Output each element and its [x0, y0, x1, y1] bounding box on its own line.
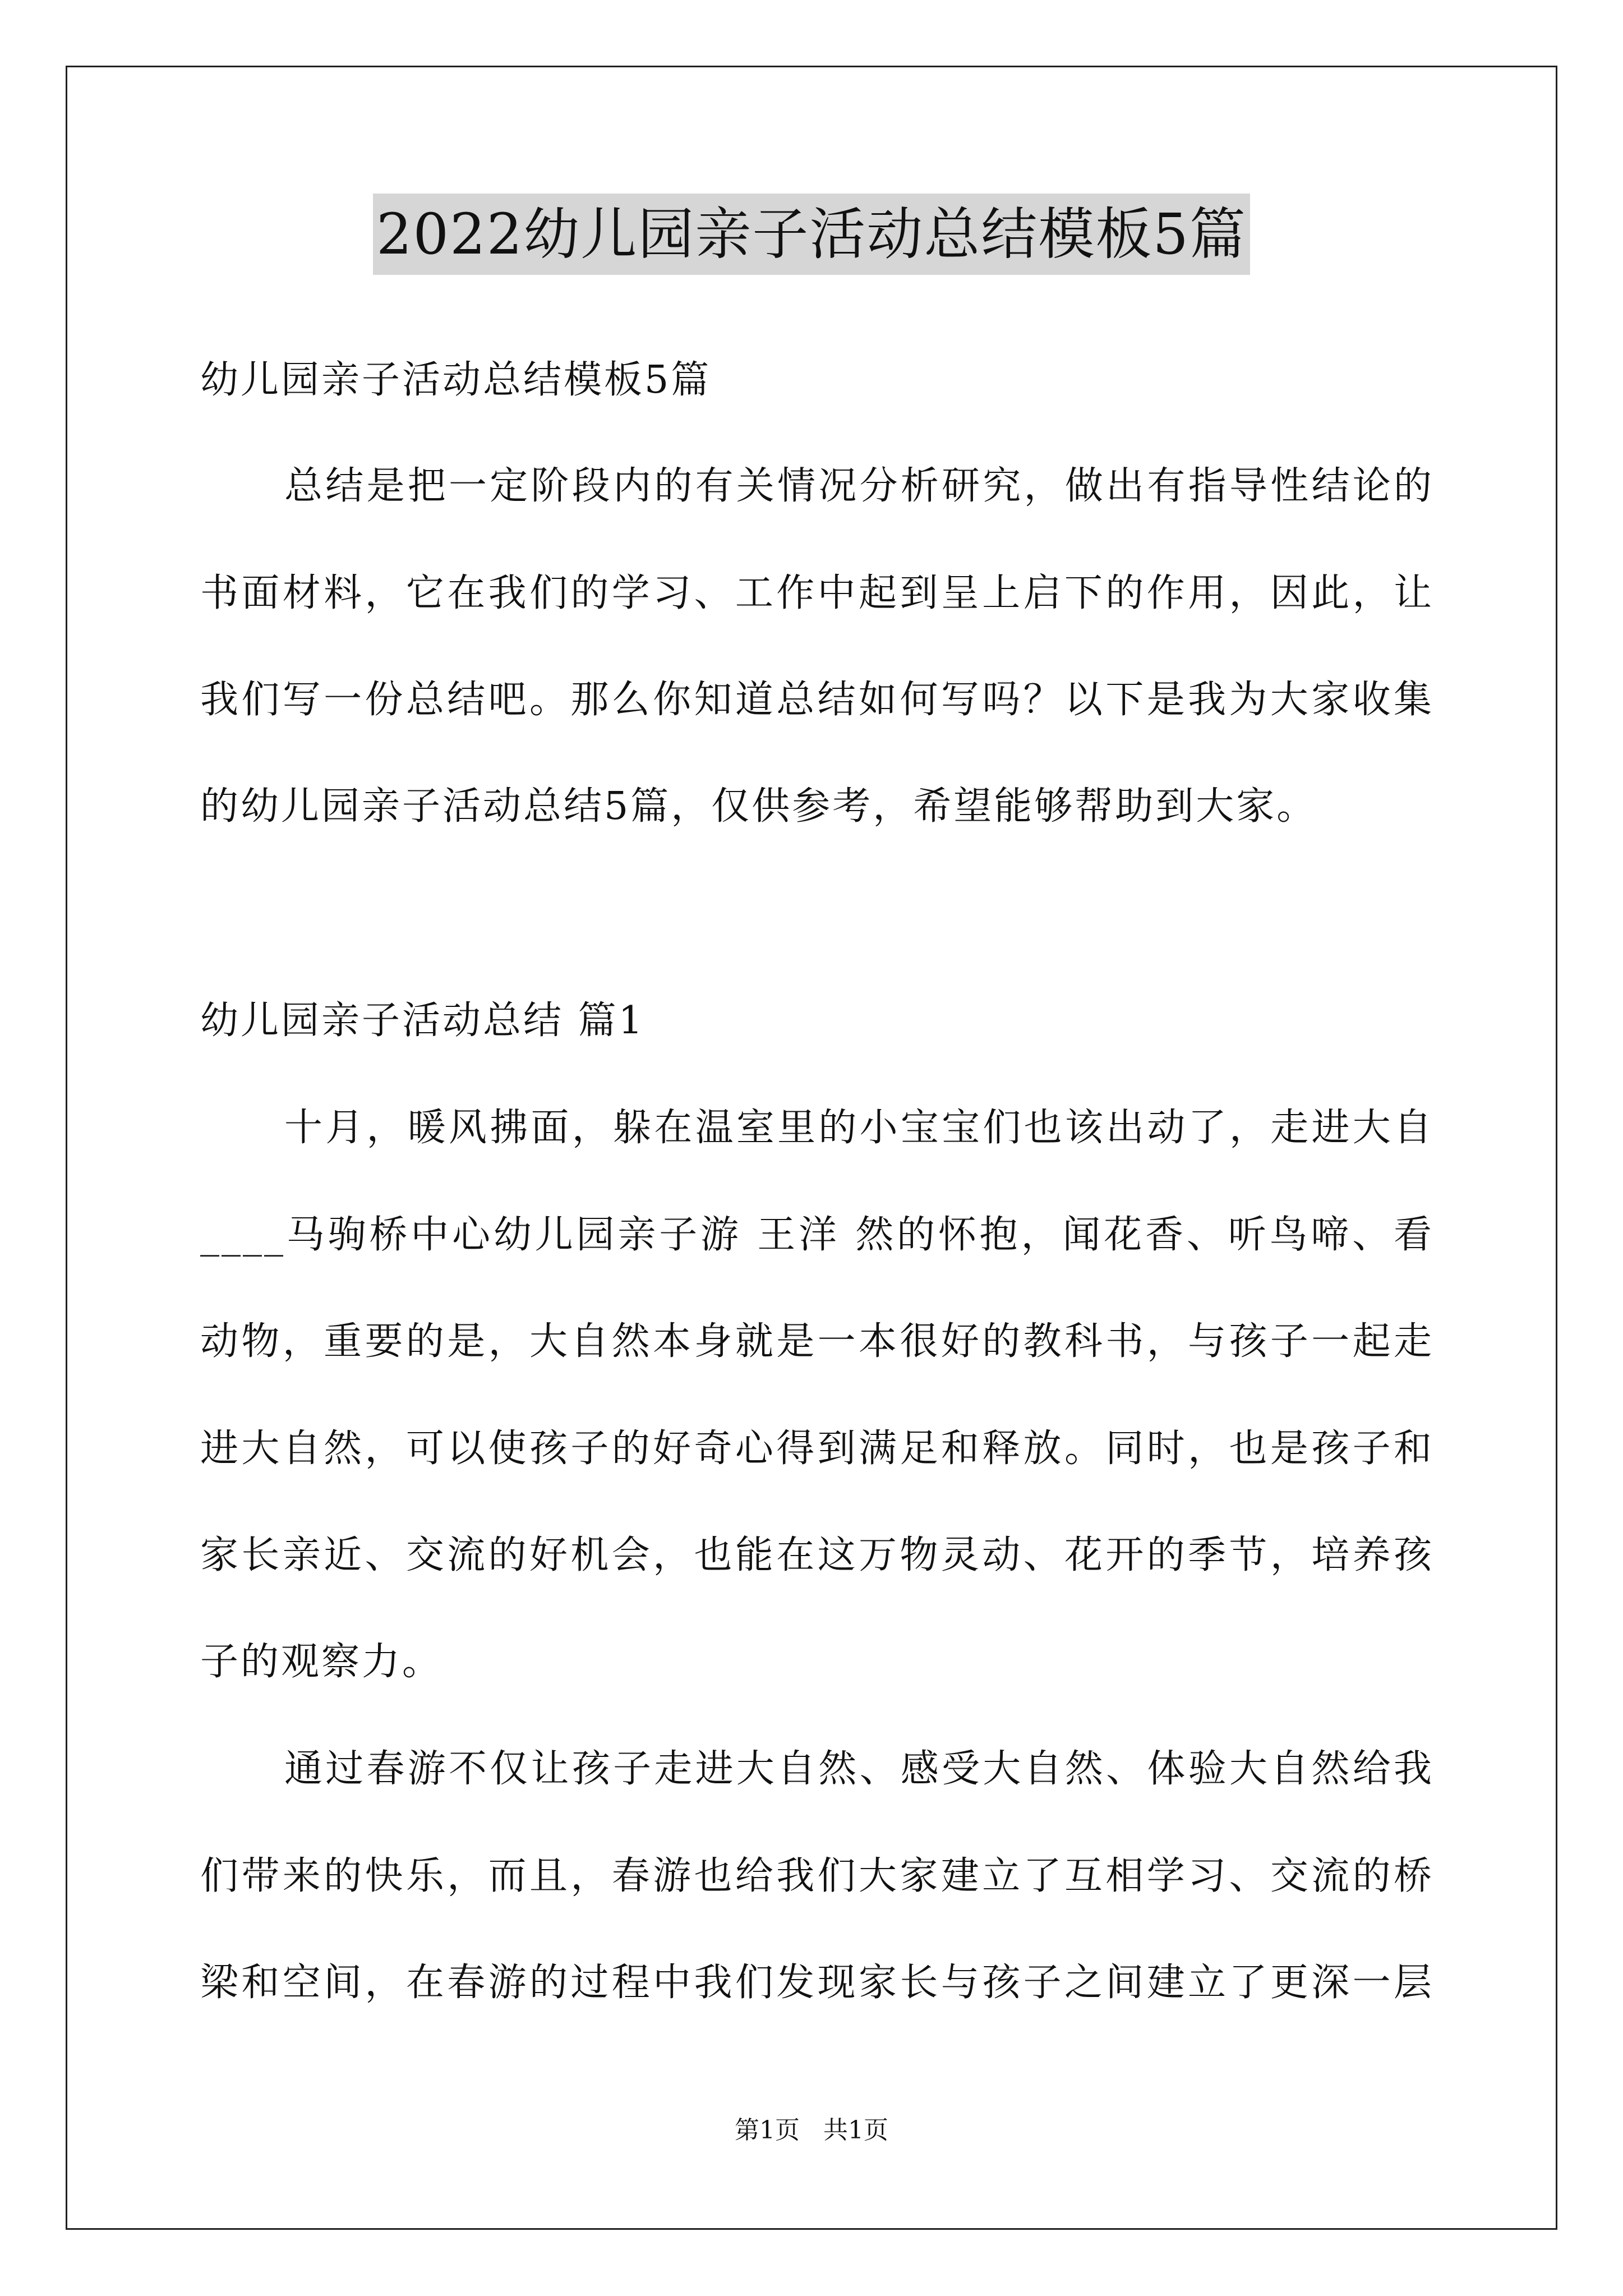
para2-line-1: 通过春游不仅让孩子走进大自然、感受大自然、体验大自然给我 — [284, 1747, 1434, 1791]
para1-line-2: ____马驹桥中心幼儿园亲子游 王洋 然的怀抱，闻花香、听鸟啼、看 — [200, 1213, 1434, 1257]
para1-line-6: 子的观察力。 — [200, 1640, 443, 1684]
title-container — [0, 194, 1623, 275]
intro-line-3: 我们写一份总结吧。那么你知道总结如何写吗？以下是我为大家收集 — [200, 678, 1434, 722]
para2-line-2: 们带来的快乐，而且，春游也给我们大家建立了互相学习、交流的桥 — [200, 1854, 1434, 1898]
para1-line-4: 进大自然，可以使孩子的好奇心得到满足和释放。同时，也是孩子和 — [200, 1427, 1434, 1471]
section-heading: 幼儿园亲子活动总结 篇1 — [200, 999, 645, 1043]
para1-line-5: 家长亲近、交流的好机会，也能在这万物灵动、花开的季节，培养孩 — [200, 1533, 1434, 1577]
page-total: 共1页 — [823, 2116, 888, 2145]
intro-line-4: 的幼儿园亲子活动总结5篇，仅供参考，希望能够帮助到大家。 — [200, 784, 1317, 829]
para1-line-1: 十月，暖风拂面，躲在温室里的小宝宝们也该出动了，走进大自 — [284, 1106, 1434, 1150]
para1-line-3: 动物，重要的是，大自然本身就是一本很好的教科书，与孩子一起走 — [200, 1319, 1434, 1364]
intro-line-2: 书面材料，它在我们的学习、工作中起到呈上启下的作用，因此，让 — [200, 571, 1434, 615]
document-title: 2022幼儿园亲子活动总结模板5篇 — [373, 194, 1250, 275]
page-footer — [0, 2114, 1623, 2147]
document-subtitle: 幼儿园亲子活动总结模板5篇 — [200, 358, 712, 402]
para2-line-3: 梁和空间，在春游的过程中我们发现家长与孩子之间建立了更深一层 — [200, 1961, 1434, 2005]
intro-line-1: 总结是把一定阶段内的有关情况分析研究，做出有指导性结论的 — [284, 464, 1434, 508]
page-number: 第1页 — [735, 2116, 800, 2145]
